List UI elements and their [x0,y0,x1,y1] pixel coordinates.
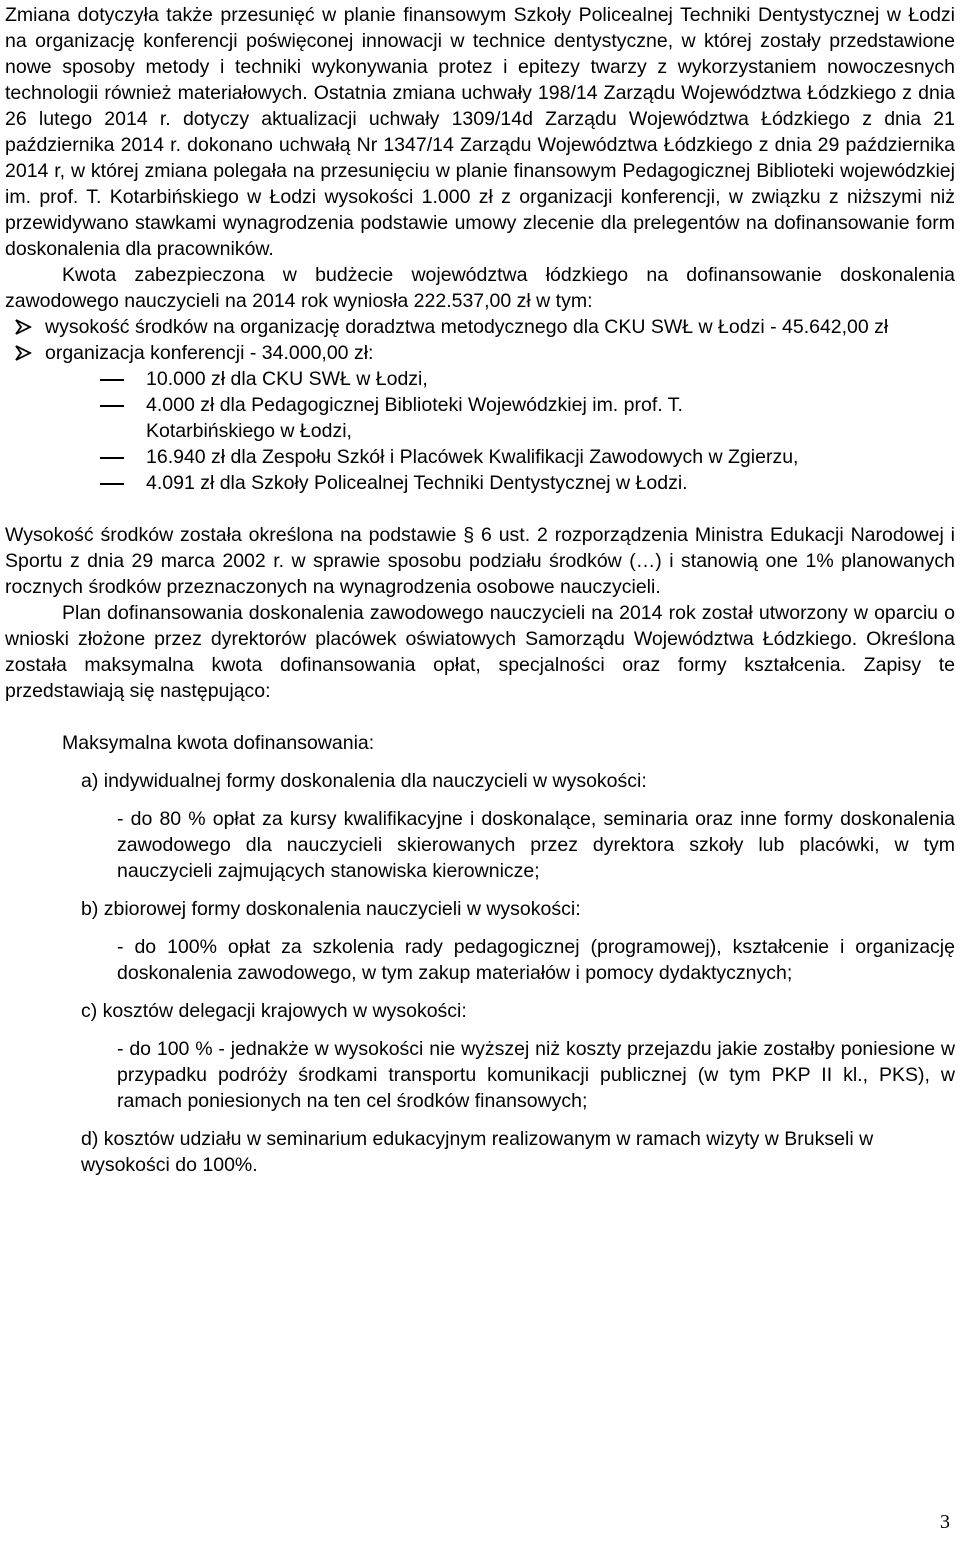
dash-item [5,470,955,496]
dash-bullet-icon [100,457,124,459]
funding-item [5,768,955,884]
dash-bullet-icon [100,405,124,407]
funding-item [5,896,955,986]
dash-text: 4.000 zł dla Pedagogicznej Biblioteki Wojewódzkiej im. prof. T. Kotarbińskiego w Łodzi, [146,394,683,442]
funding-item-body: - do 80 % opłat za kursy kwalifikacyjne i doskonalące, seminaria oraz inne formy doskonalenia zawodowego dla nauczycieli skierowanych przez dyrektora szkoły lub placówki, w tym nauczycieli zajmujących stanowiska kierownicze; [117,808,955,882]
arrow-bullet-icon [13,314,33,340]
dash-bullet-icon [100,483,124,485]
regulation-paragraph: Wysokość środków została określona na podstawie § 6 ust. 2 rozporządzenia Ministra Edukacji Narodowej i Sportu z dnia 29 marca 2002 r. w sprawie sposobu podziału środków (…) i stanowią one 1% planowanych rocznych środków przeznaczonych na wynagrodzenia osobowe nauczycieli. [5,524,955,598]
arrow-bullet-icon [13,340,33,366]
dash-text: 10.000 zł dla CKU SWŁ w Łodzi, [146,368,428,390]
dash-list [5,366,955,496]
bullet-text: wysokość środków na organizację doradztwa metodycznego dla CKU SWŁ w Łodzi - 45.642,00 zł [45,316,889,338]
funding-item-head: a) indywidualnej formy doskonalenia dla nauczycieli w wysokości: [81,770,647,792]
dash-item [5,366,955,392]
bullet-item [5,340,955,366]
plan-paragraph: Plan dofinansowania doskonalenia zawodowego nauczycieli na 2014 rok został utworzony w oparciu o wnioski złożone przez dyrektorów placówek oświatowych Samorządu Województwa Łódzkiego. Określona została maksymalna kwota dofinansowania opłat, specjalności oraz formy kształcenia. Zapisy te przedstawiają się następująco: [5,602,955,702]
funding-item-body: - do 100 % - jednakże w wysokości nie wyższej niż koszty przejazdu jakie zostałby poniesione w przypadku podróży środkami transportu komunikacji publicznej (w tym PKP II kl., PKS), w ramach poniesionych na ten cel środków finansowych; [117,1038,955,1112]
funding-item [5,998,955,1114]
dash-bullet-icon [100,379,124,381]
funding-item [5,1126,955,1178]
funding-item-head: c) kosztów delegacji krajowych w wysokości: [81,1000,467,1022]
page-number: 3 [940,1511,950,1533]
funding-item-head: b) zbiorowej formy doskonalenia nauczycieli w wysokości: [81,898,581,920]
funding-item-head: d) kosztów udziału w seminarium edukacyjnym realizowanym w ramach wizyty w Brukseli w wysokości do 100%. [81,1128,874,1176]
amount-paragraph: Kwota zabezpieczona w budżecie województwa łódzkiego na dofinansowanie doskonalenia zawodowego nauczycieli na 2014 rok wyniosła 222.537,00 zł w tym: [5,264,955,312]
intro-paragraph: Zmiana dotyczyła także przesunięć w planie finansowym Szkoły Policealnej Techniki Dentystycznej w Łodzi na organizację konferencji poświęconej innowacji w technice dentystyczne, w której zostały przedstawione nowe sposoby metody i techniki wykonywania protez i epitezy twarzy z wykorzystaniem nowoczesnych technologii również materiałowych. Ostatnia zmiana uchwały 198/14 Zarządu Województwa Łódzkiego z dnia 26 lutego 2014 r. dotyczy aktualizacji uchwały 1309/14d Zarządu Województwa Łódzkiego z dnia 21 października 2014 r. dokonano uchwałą Nr 1347/14 Zarządu Województwa Łódzkiego z dnia 29 października 2014 r, w której zmiana polegała na przesunięciu w planie finansowym Pedagogicznej Biblioteki wojewódzkiej im. prof. T. Kotarbińskiego w Łodzi wysokości 1.000 zł z organizacji konferencji, w związku z niższymi niż przewidywano stawkami wynagrodzenia podstawie umowy zlecenie dla prelegentów na dofinansowanie form doskonalenia dla pracowników. [5,4,955,260]
dash-item [5,444,955,470]
funding-item-body: - do 100% opłat za szkolenia rady pedagogicznej (programowej), kształcenie i organizację doskonalenia zawodowego, w tym zakup materiałów i pomocy dydaktycznych; [117,936,955,984]
bullet-text: organizacja konferencji - 34.000,00 zł: [45,342,374,364]
bullet-item [5,314,955,340]
dash-text: 4.091 zł dla Szkoły Policealnej Techniki Dentystycznej w Łodzi. [146,472,688,494]
document-page [5,2,955,1178]
dash-item [5,392,955,444]
dash-text: 16.940 zł dla Zespołu Szkół i Placówek Kwalifikacji Zawodowych w Zgierzu, [146,446,799,468]
bullet-list [5,314,955,366]
max-funding-heading: Maksymalna kwota dofinansowania: [62,732,375,754]
